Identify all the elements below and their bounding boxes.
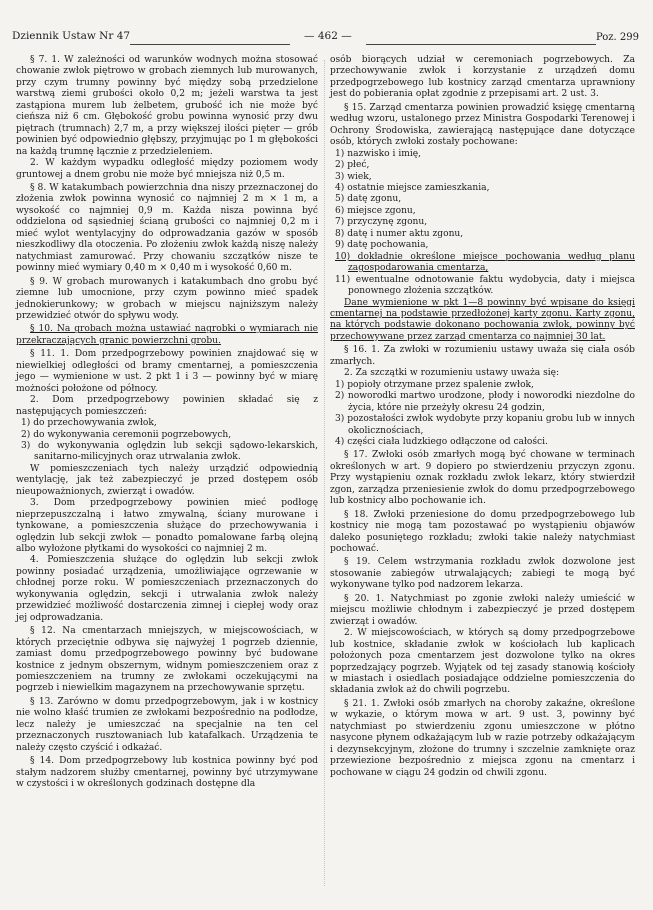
- list-item: 7) przyczynę zgonu,: [335, 217, 428, 228]
- paragraph-16-1: § 16. 1. Za zwłoki w rozumieniu ustawy uważa się ciała osób zmarłych.: [330, 345, 635, 367]
- paragraph-10: § 10. Na grobach można ustawiać nagrobki o wymiarach nie przekraczających granic powierzchni grobu.: [16, 324, 318, 346]
- page-header: [10, 28, 643, 48]
- list-item: 10) dokładnie określone miejsce pochowania według planu zagospodarowania cmentarza,: [335, 251, 635, 274]
- paragraph-11-3: 3. Dom przedpogrzebowy powinien mieć podłogę nieprzepuszczalną i łatwo zmywalną, ściany murowane i tynkowane, a pomieszczenia służące do przechowywania i oględzin lub sekcji zwłok — ponadto pomalowane farbą olejną albo wyłożone płytkami do wysokości co najmniej 2 m.: [16, 498, 318, 555]
- list-item: 4) części ciała ludzkiego odłączone od całości.: [335, 436, 548, 447]
- paragraph-20-2: 2. W miejscowościach, w których są domy przedpogrzebowe lub kostnice, składanie zwłok w kościołach lub kaplicach położonych poza cmentarzem jest dozwolone tylko na okres poprzedzający pogrzeb. Wyjątek od tej zasady stanowią kościoły w miastach i osiedlach posiadające oddzielne pomieszczenia do składania zwłok aż do chwili pogrzebu.: [330, 628, 635, 696]
- paragraph-14-cont: osób biorących udział w ceremoniach pogrzebowych. Za przechowywanie zwłok i korzystanie z urządzeń domu przedpogrzebowego lub kostnicy zarząd cmentarza uprawniony jest do pobierania opłat zgodnie z przepisami art. 2 ust. 3.: [330, 55, 635, 100]
- paragraph-21: § 21. 1. Zwłoki osób zmarłych na choroby zakaźne, określone w wykazie, o którym mowa w art. 9 ust. 3, powinny być natychmiast po stwierdzeniu zgonu umieszczone w płótno nasycone płynem odkażającym lub w razie potrzeby odkażającym i dezynsekcyjnym, złożone do trumny i szczelnie zamknięte oraz przewiezione bezpośrednio z miejsca zgonu na cmentarz i pochowane w ciągu 24 godzin od chwili zgonu.: [330, 698, 635, 778]
- right-column: [330, 55, 635, 779]
- paragraph-17: § 17. Zwłoki osób zmarłych mogą być chowane w terminach określonych w art. 9 dopiero po stwierdzeniu przyczyn zgonu. Przy wystąpieniu oznak rozkładu zwłok lekarz, który stwierdził zgon, zarządza przeniesienie zwłok do domu przedpogrzebowego lub kostnicy albo pochowanie ich.: [330, 450, 635, 507]
- paragraph-11-4: 4. Pomieszczenia służące do oględzin lub sekcji zwłok powinny posiadać urządzenia, umożliwiające ogrzewanie w chłodnej porze roku. W pomieszczeniach przeznaczonych do wykonywania oględzin, sekcji i utrwalania zwłok należy przewidzieć możliwość dostarczenia zimnej i ciepłej wody oraz jej odprowadzania.: [16, 555, 318, 623]
- journal-title: Dziennik Ustaw Nr 47: [12, 30, 131, 42]
- column-divider: [324, 60, 325, 886]
- list-item: 6) miejsce zgonu,: [335, 205, 416, 216]
- list-item: 2) noworodki martwo urodzone, płody i noworodki niezdolne do życia, które nie przeżyły okresu 24 godzin,: [335, 391, 635, 413]
- paragraph-18: § 18. Zwłoki przeniesione do domu przedpogrzebowego lub kostnicy nie mogą tam pozostawać po wystąpieniu objawów daleko posuniętego rozkładu; zwłoki takie należy natychmiast pochować.: [330, 509, 635, 555]
- paragraph-11-1: § 11. 1. Dom przedpogrzebowy powinien znajdować się w niewielkiej odległości od bramy cmentarnej, a pomieszczenia jego — wymienione w ust. 2 pkt 1 i 3 — powinny być w miarę możności położone od północy.: [16, 349, 318, 394]
- paragraph-19: § 19. Celem wstrzymania rozkładu zwłok dozwolone jest stosowanie zabiegów utrwalających; zabiegi te mogą być wykonywane tylko pod nadzorem lekarza.: [330, 557, 635, 591]
- position-number: Poz. 299: [595, 32, 639, 43]
- list-item: 3) wiek,: [335, 171, 372, 182]
- paragraph-12: § 12. Na cmentarzach mniejszych, w miejscowościach, w których przeciętnie odbywa się najwyżej 1 pogrzeb dziennie, zamiast domu przedpogrzebowego powinny być budowane kostnice z jednym obszernym, widnym pomieszczeniem oraz z pomieszczeniem na trumny ze zwłokami oczekującymi na pogrzeb i niewielkim magazynem na przechowywanie sprzętu.: [16, 626, 318, 694]
- page-number: — 462 —: [304, 30, 352, 42]
- list-item: 2) płeć,: [335, 160, 370, 171]
- paragraph-15: § 15. Zarząd cmentarza powinien prowadzić księgę cmentarną według wzoru, ustalonego przez Ministra Gospodarki Terenowej i Ochrony Środowiska, zawierającą następujące dane dotyczące osób, których zwłoki zostały pochowane:: [330, 102, 635, 148]
- header-rule-left: [130, 44, 290, 45]
- paragraph-16-2: 2. Za szczątki w rozumieniu ustawy uważa się:: [344, 368, 560, 379]
- paragraph-11-2: 2. Dom przedpogrzebowy powinien składać się z następujących pomieszczeń:: [16, 395, 318, 417]
- paragraph-7-1: § 7. 1. W zależności od warunków wodnych można stosować chowanie zwłok piętrowo w grobach ziemnych lub murowanych, przy czym trumny powinny być między sobą przedzielone warstwą ziemi grubości około 0,2 m; jeżeli warstwa ta jest zastąpiona murem lub żelbetem, grubość ich nie może być cieńsza niż 6 cm. Głębokość grobu powinna wynosić przy dwu piętrach (trumnach) 2,7 m, a przy większej ilości pięter — grób powinien być odpowiednio głębszy, przyjmując po 1 m głębokości na każdą trumnę łącznie z przedzieleniem.: [16, 55, 318, 157]
- list-item: 9) datę pochowania,: [335, 240, 429, 251]
- paragraph-13: § 13. Zarówno w domu przedpogrzebowym, jak i w kostnicy nie wolno kłaść trumien ze zwłokami bezpośrednio na podłodze, lecz należy je umieszczać na specjalnie na ten cel przeznaczonych rusztowaniach lub katafalkach. Urządzenia te należy często czyścić i odkażać.: [16, 696, 318, 753]
- paragraph-14: § 14. Dom przedpogrzebowy lub kostnica powinny być pod stałym nadzorem służby cmentarnej, powinny być utrzymywane w czystości i w określonych godzinach dostępne dla: [16, 756, 318, 790]
- list-item: 5) datę zgonu,: [335, 194, 402, 205]
- list-item: 3) do wykonywania oględzin lub sekcji sądowo-lekarskich, sanitarno-milicyjnych oraz utrwalania zwłok.: [21, 440, 318, 463]
- list-item: 1) popioły otrzymane przez spalenie zwłok,: [335, 379, 534, 390]
- list-item: 4) ostatnie miejsce zamieszkania,: [335, 182, 490, 193]
- paragraph-15-data: Dane wymienione w pkt 1—8 powinny być wpisane do księgi cmentarnej na podstawie przedłożonej karty zgonu. Karty zgonu, na których podstawie dokonano pochowania zwłok, powinny być przechowywane przez zarząd cmentarza co najmniej 30 lat.: [330, 297, 635, 342]
- list-item: 3) pozostałości zwłok wydobyte przy kopaniu grobu lub w innych okolicznościach,: [335, 414, 635, 436]
- paragraph-20-1: § 20. 1. Natychmiast po zgonie zwłoki należy umieścić w miejscu możliwie chłodnym i zabezpieczyć je przed dostępem zwierząt i owadów.: [330, 593, 635, 627]
- paragraph-11-ventilation: W pomieszczeniach tych należy urządzić odpowiednią wentylację, jak też zabezpieczyć je przed dostępem osób nieupoważnionych, zwierząt i owadów.: [16, 463, 318, 497]
- list-item: 8) datę i numer aktu zgonu,: [335, 228, 464, 239]
- list-item: 11) ewentualne odnotowanie faktu wydobycia, daty i miejsca ponownego złożenia szczątków.: [335, 274, 635, 297]
- paragraph-7-2: 2. W każdym wypadku odległość między poziomem wody gruntowej a dnem grobu nie może być mniejsza niż 0,5 m.: [16, 158, 318, 180]
- paragraph-9: § 9. W grobach murowanych i katakumbach dno grobu być ziemne lub umocnione, przy czym powinno mieć spadek jednokierunkowy; w grobach w miejscu najniższym należy przewidzieć otwór do spływu wody.: [16, 276, 318, 321]
- left-column: [16, 55, 318, 791]
- list-item: 2) do wykonywania ceremonii pogrzebowych,: [21, 429, 232, 440]
- paragraph-8: § 8. W katakumbach powierzchnia dna niszy przeznaczonej do złożenia zwłok powinna wynosić co najmniej 2 m × 1 m, a wysokość co najmniej 0,9 m. Każda nisza powinna być oddzielona od sąsiedniej ścianą grubości co najmniej 0,2 m i mieć wylot wentylacyjny do odprowadzania gazów w sposób nieszkodliwy dla otoczenia. Po złożeniu zwłok każdą niszę należy natychmiast zamurować. Przy chowaniu szczątków nisze te powinny mieć wymiary 0,40 m × 0,40 m i wysokość 0,60 m.: [16, 182, 318, 274]
- list-item: 1) do przechowywania zwłok,: [21, 418, 157, 429]
- list-item: 1) nazwisko i imię,: [335, 148, 422, 159]
- header-rule-right: [366, 44, 596, 45]
